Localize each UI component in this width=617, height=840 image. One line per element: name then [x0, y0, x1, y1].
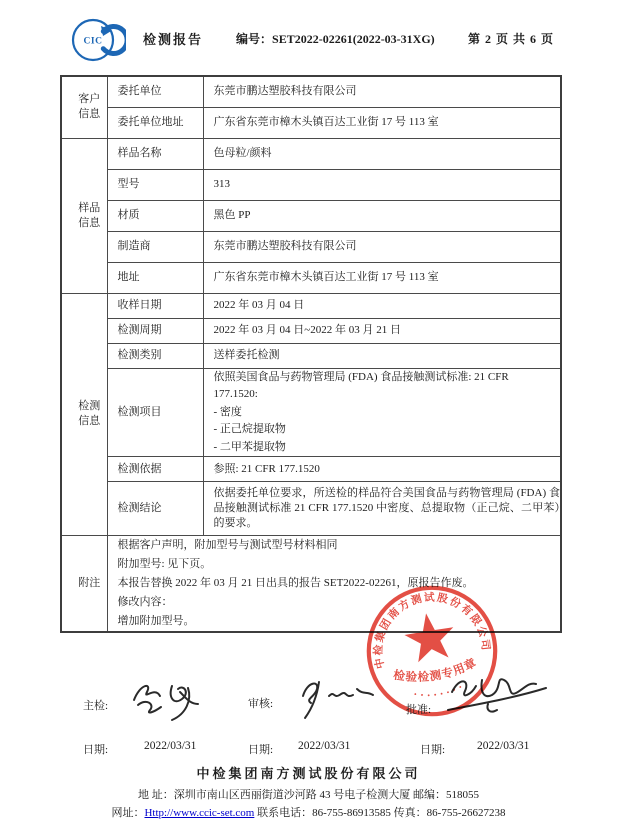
- field-label: 委托单位: [107, 76, 203, 107]
- table-row: [61, 482, 561, 536]
- table-row: [61, 138, 561, 169]
- field-label: 地址: [107, 262, 203, 293]
- section-sample-info: 样品 信息: [61, 138, 107, 293]
- logo-text: CIC: [83, 36, 103, 47]
- field-label: 检测项目: [107, 368, 203, 457]
- table-row: [61, 107, 561, 138]
- stamp-serial-dots: [414, 686, 462, 699]
- field-value: 黑色 PP: [203, 200, 561, 231]
- field-value: 313: [203, 169, 561, 200]
- footer-website-link[interactable]: Http://www.ccic-set.com: [144, 807, 255, 819]
- report-number-value: SET2022-02261(2022-03-31XG): [272, 32, 435, 46]
- table-row: [61, 231, 561, 262]
- field-label: 委托单位地址: [107, 107, 203, 138]
- date-label: 日期:: [248, 744, 274, 756]
- footer-web-label: 网址：: [111, 807, 145, 819]
- ccic-logo-icon: [60, 15, 126, 70]
- inspector-label: 主检:: [83, 700, 109, 712]
- field-value: 广东省东莞市樟木头镇百达工业街 17 号 113 室: [203, 262, 561, 293]
- date-value: 2022/03/31: [144, 740, 197, 752]
- table-row: [61, 457, 561, 482]
- field-value: 东莞市鹏达塑胶科技有限公司: [203, 76, 561, 107]
- inspector-signature: [120, 672, 220, 724]
- table-row: [61, 318, 561, 343]
- field-value-test-items: 依照美国食品与药物管理局 (FDA) 食品接触测试标准: 21 CFR 177.1520: - 密度 - 正己烷提取物 - 二甲苯提取物: [203, 368, 561, 457]
- field-value: 广东省东莞市樟木头镇百达工业街 17 号 113 室: [203, 107, 561, 138]
- field-label: 样品名称: [107, 138, 203, 169]
- report-table: [60, 75, 562, 633]
- approver-label: 批准:: [406, 704, 432, 716]
- field-label: 检测类别: [107, 343, 203, 368]
- report-number-label: 编号：: [236, 32, 273, 46]
- date-label: 日期:: [420, 744, 446, 756]
- field-value: 参照: 21 CFR 177.1520: [203, 457, 561, 482]
- table-row: [61, 169, 561, 200]
- footer-phone-fax: 联系电话：86-755-86913585 传真：86-755-26627238: [254, 807, 506, 819]
- field-label: 型号: [107, 169, 203, 200]
- field-label: 材质: [107, 200, 203, 231]
- field-label: 收样日期: [107, 293, 203, 318]
- footer-contact-line: [0, 804, 617, 820]
- field-label: 检测依据: [107, 457, 203, 482]
- field-value-conclusion: 依据委托单位要求，所送检的样品符合美国食品与药物管理局 (FDA) 食品接触测试标准 21 CFR 177.1520 中密度、总提取物（正己烷、二甲苯）的要求。: [203, 482, 561, 536]
- field-value: 色母粒/颜料: [203, 138, 561, 169]
- table-row: [61, 343, 561, 368]
- table-row: [61, 293, 561, 318]
- section-test-info: 检测 信息: [61, 293, 107, 536]
- notes-content: 根据客户声明，附加型号与测试型号材料相同 附加型号: 见下页。 本报告替换 2022 年 03 月 21 日出具的报告 SET2022-02261，原报告作废。 修改内容： 增加附加型号。: [107, 536, 561, 633]
- table-row: [61, 368, 561, 457]
- page-indicator: 第 2 页 共 6 页: [468, 32, 555, 46]
- stamp-company-text: 中检集团南方测试股份有限公司: [372, 591, 492, 670]
- stamp-label-text: 检验检测专用章: [392, 656, 480, 685]
- section-notes: 附注: [61, 536, 107, 633]
- reviewer-label: 审核:: [248, 698, 274, 710]
- field-value: 东莞市鹏达塑胶科技有限公司: [203, 231, 561, 262]
- field-value: 送样委托检测: [203, 343, 561, 368]
- footer-company-name: 中检集团南方测试股份有限公司: [196, 766, 421, 781]
- company-seal-stamp: [353, 572, 511, 730]
- field-label: 检测结论: [107, 482, 203, 536]
- report-number: [236, 30, 435, 47]
- field-label: 检测周期: [107, 318, 203, 343]
- field-value: 2022 年 03 月 04 日: [203, 293, 561, 318]
- date-value: 2022/03/31: [477, 740, 530, 752]
- table-row: [61, 200, 561, 231]
- date-value: 2022/03/31: [298, 740, 351, 752]
- field-label: 制造商: [107, 231, 203, 262]
- report-title: 检测报告: [143, 32, 204, 47]
- footer-address: 地 址：深圳市南山区西丽街道沙河路 43 号电子检测大厦 邮编：518055: [138, 789, 479, 801]
- section-customer-info: 客户 信息: [61, 76, 107, 138]
- table-row: [61, 262, 561, 293]
- field-value: 2022 年 03 月 04 日~2022 年 03 月 21 日: [203, 318, 561, 343]
- table-row: [61, 76, 561, 107]
- date-label: 日期:: [83, 744, 109, 756]
